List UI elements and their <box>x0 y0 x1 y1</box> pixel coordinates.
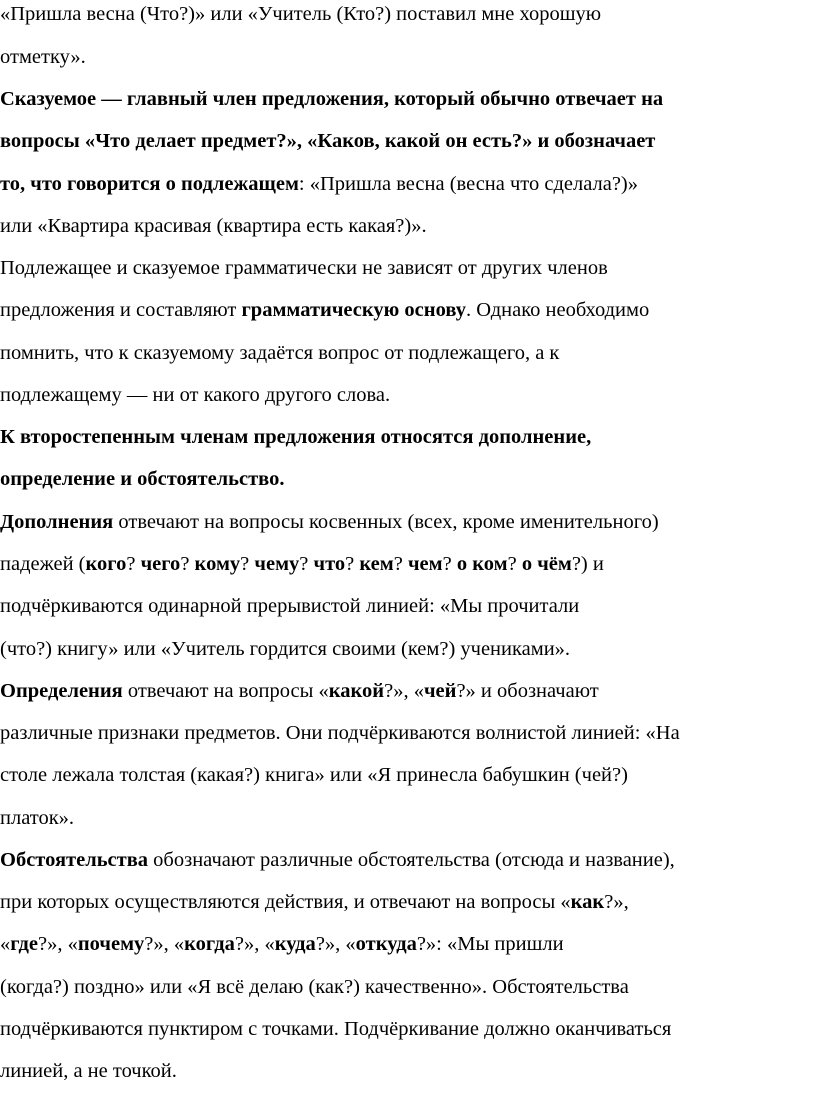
bold-text: где <box>10 933 39 955</box>
bold-text: как <box>570 891 605 913</box>
text-line <box>0 467 284 491</box>
text-line <box>0 594 579 618</box>
bold-text: когда <box>184 933 235 955</box>
text-line <box>0 2 601 26</box>
bold-text: чем <box>407 553 443 575</box>
text-line <box>0 848 675 872</box>
bold-text: Определения <box>0 680 123 702</box>
bold-text: Дополнения <box>0 511 114 533</box>
text-segment: ?», « <box>315 933 356 955</box>
text-segment: ?», <box>604 891 629 913</box>
bold-text: Обстоятельства <box>0 849 149 871</box>
text-segment: ? <box>180 553 195 575</box>
text-line <box>0 932 564 956</box>
bold-text: о чём <box>521 553 572 575</box>
text-line <box>0 806 74 830</box>
text-line <box>0 552 604 576</box>
text-segment: ? <box>240 553 255 575</box>
text-segment: ?», « <box>384 680 424 702</box>
text-line <box>0 45 86 69</box>
text-segment: подчёркиваются пунктиром с точками. Подчёркивание должно оканчиваться <box>0 1018 672 1040</box>
bold-text: о ком <box>456 553 508 575</box>
bold-text: грамматическую основу <box>241 299 466 321</box>
text-line <box>0 890 629 914</box>
text-segment: (когда?) поздно» или «Я всё делаю (как?) качественно». Обстоятельства <box>0 976 629 998</box>
text-segment: ? <box>442 553 457 575</box>
bold-text: Сказуемое — главный член предложения, который обычно отвечает на <box>0 88 664 110</box>
text-line <box>0 214 427 238</box>
text-line <box>0 87 663 111</box>
text-segment: подчёркиваются одинарной прерывистой линией: «Мы прочитали <box>0 595 580 617</box>
text-line <box>0 721 680 745</box>
bold-text: откуда <box>355 933 417 955</box>
text-segment: ? <box>126 553 141 575</box>
text-line <box>0 1059 177 1083</box>
text-segment: ? <box>507 553 522 575</box>
text-segment: (что?) книгу» или «Учитель гордится своими (кем?) учениками». <box>0 638 571 660</box>
text-segment: ?) и <box>571 553 604 575</box>
bold-text: почему <box>77 933 145 955</box>
bold-text: определение и обстоятельство. <box>0 468 285 490</box>
bold-text: куда <box>274 933 316 955</box>
bold-text: чей <box>423 680 457 702</box>
text-segment: отвечают на вопросы косвенных (всех, кроме именительного) <box>113 511 659 533</box>
text-line <box>0 1017 671 1041</box>
text-segment: ?»: «Мы пришли <box>416 933 564 955</box>
text-segment: ?» и обозначают <box>456 680 599 702</box>
text-segment: падежей ( <box>0 553 86 575</box>
text-line <box>0 679 599 703</box>
text-segment: предложения и составляют <box>0 299 242 321</box>
bold-text: чего <box>140 553 181 575</box>
text-segment: Подлежащее и сказуемое грамматически не зависят от других членов <box>0 257 608 279</box>
text-segment: различные признаки предметов. Они подчёркиваются волнистой линией: «На <box>0 722 680 744</box>
bold-text: кому <box>194 553 241 575</box>
text-line <box>0 975 629 999</box>
text-segment: « <box>0 933 11 955</box>
text-segment: ?», « <box>144 933 185 955</box>
text-segment: : «Пришла весна (весна что сделала?)» <box>298 173 639 195</box>
text-line <box>0 341 559 365</box>
bold-text: что <box>313 553 346 575</box>
text-segment: столе лежала толстая (какая?) книга» или «Я принесла бабушкин (чей?) <box>0 764 628 786</box>
bold-text: то, что говорится о подлежащем <box>0 173 299 195</box>
text-segment: при которых осуществляются действия, и отвечают на вопросы « <box>0 891 571 913</box>
text-line <box>0 383 390 407</box>
text-line <box>0 763 628 787</box>
text-segment: обозначают различные обстоятельства (отсюда и название), <box>148 849 675 871</box>
text-line <box>0 172 638 196</box>
text-line <box>0 256 608 280</box>
text-segment: или «Квартира красивая (квартира есть какая?)». <box>0 215 427 237</box>
text-segment: помнить, что к сказуемому задаётся вопрос от подлежащего, а к <box>0 342 560 364</box>
text-segment: . Однако необходимо <box>465 299 650 321</box>
text-segment: ? <box>393 553 408 575</box>
text-line <box>0 510 659 534</box>
bold-text: кем <box>359 553 394 575</box>
text-segment: ? <box>345 553 360 575</box>
text-segment: «Пришла весна (Что?)» или «Учитель (Кто?) поставил мне хорошую <box>0 3 602 25</box>
text-line <box>0 298 649 322</box>
text-segment: отметку». <box>0 46 86 68</box>
text-segment: ?», « <box>38 933 78 955</box>
text-line <box>0 129 655 153</box>
text-segment: подлежащему — ни от какого другого слова. <box>0 384 391 406</box>
text-segment: ? <box>299 553 314 575</box>
text-line <box>0 425 591 449</box>
bold-text: чему <box>254 553 300 575</box>
text-line <box>0 637 570 661</box>
text-segment: платок». <box>0 807 75 829</box>
text-segment: линией, а не точкой. <box>0 1060 177 1082</box>
text-segment: отвечают на вопросы « <box>122 680 329 702</box>
bold-text: вопросы «Что делает предмет?», «Каков, какой он есть?» и обозначает <box>0 130 656 152</box>
bold-text: К второстепенным членам предложения относятся дополнение, <box>0 426 592 448</box>
text-segment: ?», « <box>234 933 275 955</box>
bold-text: какой <box>328 680 385 702</box>
bold-text: кого <box>85 553 127 575</box>
